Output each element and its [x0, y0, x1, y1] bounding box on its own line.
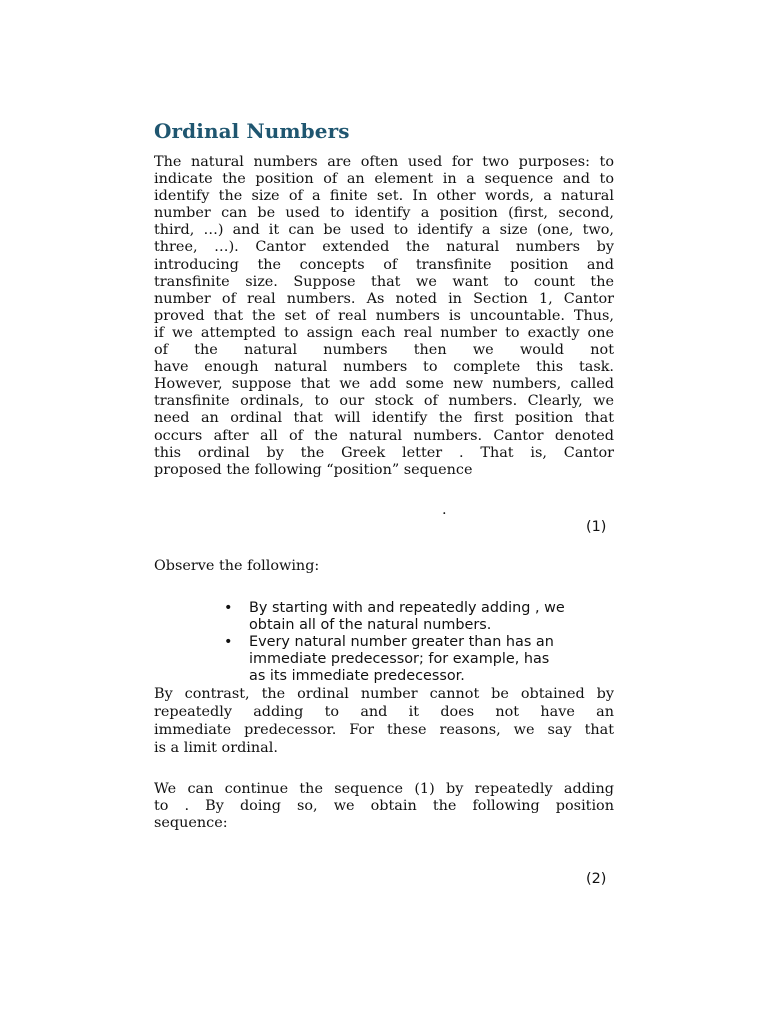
- sequence-1-terminator: .: [442, 502, 447, 518]
- text-line: of the natural numbers then we would not: [154, 342, 614, 359]
- text-line: three, …). Cantor extended the natural numbers by: [154, 239, 614, 256]
- text-line: number of real numbers. As noted in Section 1, Cantor: [154, 290, 614, 307]
- text-line: is a limit ordinal.: [154, 740, 278, 756]
- text-line: introducing the concepts of transfinite position and: [154, 256, 614, 273]
- text-line: this ordinal by the Greek letter . That is, Cantor: [154, 444, 614, 461]
- equation-2-label: (2): [586, 871, 607, 887]
- text-line: sequence:: [154, 815, 228, 832]
- list-item: [224, 634, 616, 685]
- text-line: However, suppose that we add some new numbers, called: [154, 376, 614, 393]
- equation-1-label: (1): [586, 519, 607, 535]
- text-line: to . By doing so, we obtain the following position: [154, 798, 614, 815]
- bullet-icon: •: [224, 634, 233, 650]
- text-line: We can continue the sequence (1) by repeatedly adding: [154, 781, 614, 797]
- page-title: Ordinal Numbers: [154, 119, 350, 143]
- bullet-text-line: Every natural number greater than has an: [249, 634, 554, 650]
- text-line: By contrast, the ordinal number cannot be obtained by: [154, 686, 614, 702]
- text-line: proposed the following “position” sequence: [154, 461, 473, 478]
- text-line: third, …) and it can be used to identify a size (one, two,: [154, 222, 614, 239]
- bullet-text-line: immediate predecessor; for example, has: [249, 651, 550, 667]
- bullet-list: [224, 600, 616, 685]
- list-item: [224, 600, 616, 634]
- text-line: have enough natural numbers to complete this task.: [154, 359, 614, 376]
- text-line: identify the size of a finite set. In other words, a natural: [154, 188, 614, 205]
- text-line: transfinite ordinals, to our stock of numbers. Clearly, we: [154, 393, 614, 410]
- text-line: immediate predecessor. For these reasons, we say that: [154, 722, 614, 738]
- intro-paragraph: [154, 154, 614, 479]
- contrast-paragraph: [154, 685, 614, 757]
- bullet-text-line: obtain all of the natural numbers.: [249, 617, 492, 633]
- text-line: occurs after all of the natural numbers. Cantor denoted: [154, 427, 614, 444]
- text-line: proved that the set of real numbers is uncountable. Thus,: [154, 307, 614, 324]
- bullet-icon: •: [224, 600, 233, 616]
- text-line: repeatedly adding to and it does not have an: [154, 704, 614, 720]
- text-line: number can be used to identify a position (first, second,: [154, 205, 614, 222]
- bullet-text-line: as its immediate predecessor.: [249, 668, 465, 684]
- text-line: indicate the position of an element in a sequence and to: [154, 171, 614, 188]
- observe-line: Observe the following:: [154, 558, 320, 574]
- text-line: if we attempted to assign each real number to exactly one: [154, 324, 614, 341]
- text-line: The natural numbers are often used for two purposes: to: [154, 154, 614, 170]
- text-line: need an ordinal that will identify the first position that: [154, 410, 614, 427]
- continue-paragraph: [154, 781, 614, 832]
- text-line: transfinite size. Suppose that we want to count the: [154, 273, 614, 290]
- bullet-text-line: By starting with and repeatedly adding , we: [249, 600, 565, 616]
